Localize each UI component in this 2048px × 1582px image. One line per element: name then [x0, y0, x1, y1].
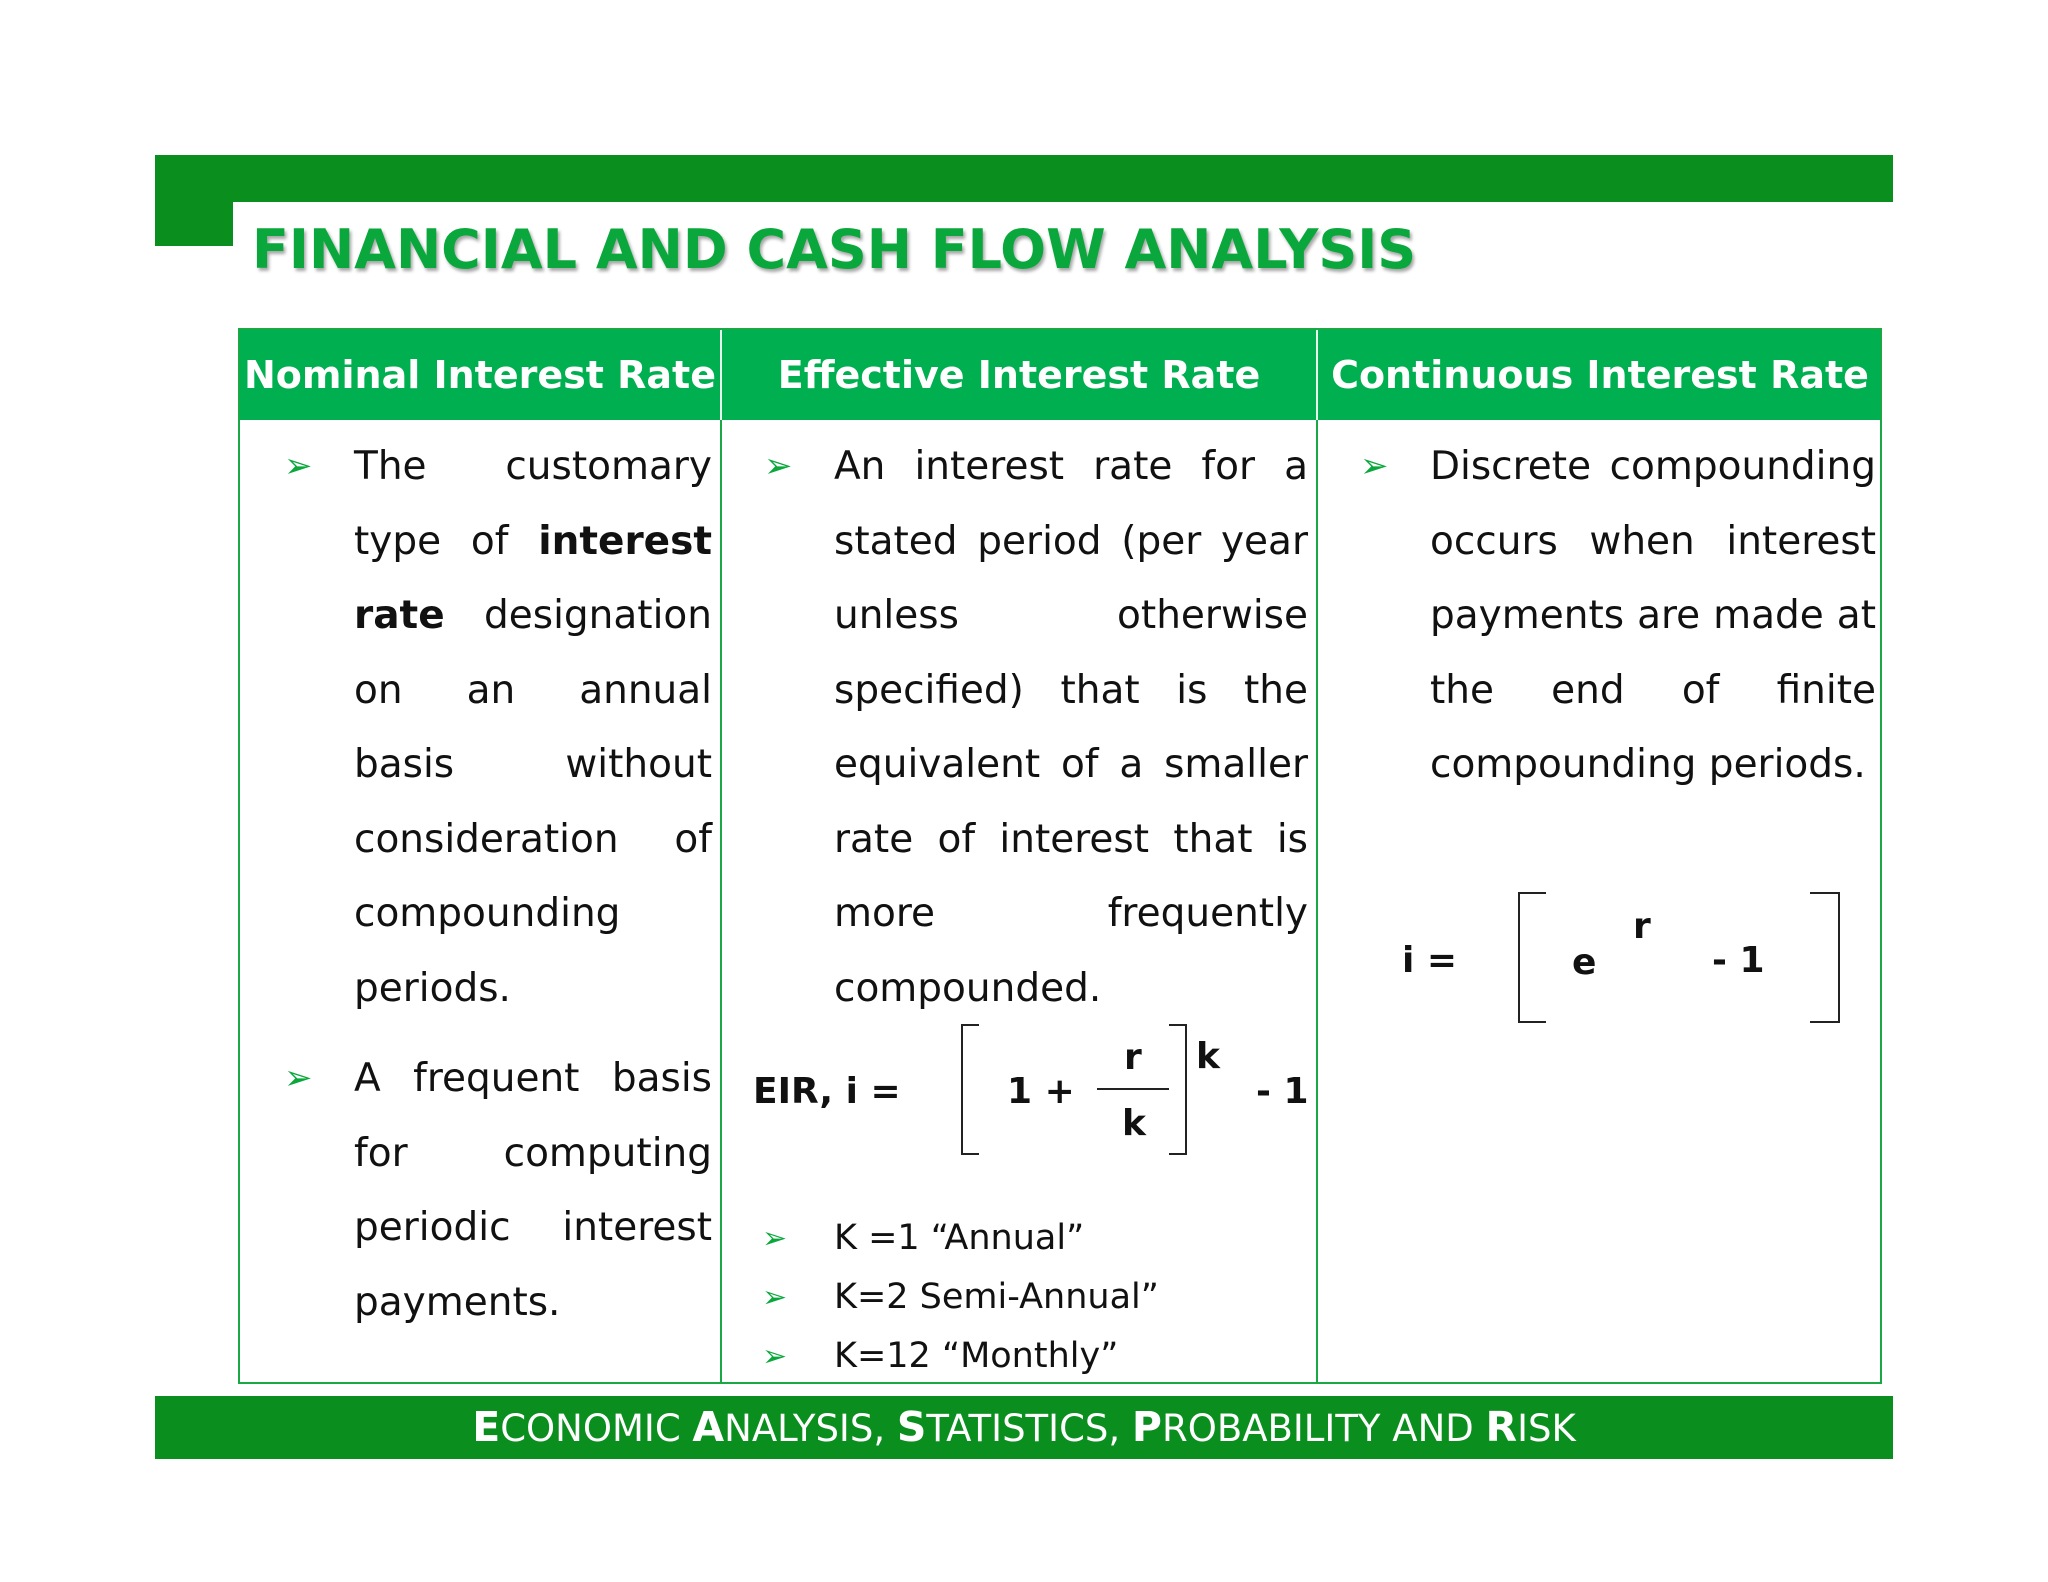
arrow-bullet-icon: ➢	[1360, 446, 1389, 486]
header-continuous: Continuous Interest Rate	[1331, 353, 1869, 397]
formula-exponent: r	[1633, 906, 1651, 947]
continuous-definition: Discrete compounding occurs when interest payments are made at the end of finite compounding periods.	[1430, 444, 1876, 787]
footer-cap: R	[1485, 1403, 1518, 1451]
nominal-bold-text: rate	[354, 593, 445, 638]
footer-banner	[155, 1396, 1893, 1459]
right-bracket	[1810, 892, 1840, 894]
arrow-bullet-icon: ➢	[762, 1221, 788, 1256]
arrow-bullet-icon: ➢	[762, 1339, 788, 1374]
left-bracket	[961, 1024, 963, 1155]
effective-definition: An interest rate for a stated period (per year unless otherwise specified) that is the equivalent of a smaller rate of interest that is more frequently compounded.	[834, 444, 1308, 1011]
nominal-bold-text: interest	[538, 518, 712, 564]
left-bracket	[961, 1024, 979, 1026]
arrow-bullet-icon: ➢	[284, 1058, 313, 1098]
k-item: K=2 Semi-Annual”	[834, 1277, 1159, 1317]
formula-exponent: k	[1196, 1036, 1220, 1077]
column-divider	[720, 330, 722, 1382]
arrow-bullet-icon: ➢	[284, 446, 313, 486]
formula-denominator: k	[1122, 1103, 1146, 1144]
footer-cap: S	[896, 1403, 927, 1451]
formula-lhs: EIR, i =	[753, 1071, 901, 1112]
nominal-definition	[354, 430, 712, 1026]
arrow-bullet-icon: ➢	[764, 446, 793, 486]
right-bracket	[1169, 1024, 1187, 1026]
arrow-bullet-icon: ➢	[762, 1280, 788, 1315]
nominal-text: designation on an annual basis without consideration of compounding periods.	[354, 593, 712, 1011]
footer-cap: E	[472, 1403, 501, 1451]
footer-cap: A	[692, 1403, 725, 1451]
header-effective: Effective Interest Rate	[777, 353, 1261, 397]
footer-text: CONOMIC	[500, 1407, 693, 1450]
page-title: FINANCIAL AND CASH FLOW ANALYSIS	[252, 218, 1417, 281]
formula-numerator: r	[1124, 1037, 1142, 1078]
footer-text: ROBABILITY AND	[1161, 1407, 1486, 1450]
formula-base: e	[1572, 942, 1597, 983]
formula-lhs: i =	[1402, 940, 1458, 981]
top-banner-tab	[155, 202, 233, 246]
right-bracket	[1838, 892, 1840, 1023]
k-item: K=12 “Monthly”	[834, 1336, 1119, 1376]
fraction-bar	[1097, 1088, 1169, 1090]
nominal-text: The customary type of	[354, 444, 712, 564]
header-nominal: Nominal Interest Rate	[244, 353, 716, 397]
left-bracket	[1518, 892, 1520, 1023]
right-bracket	[1810, 1021, 1840, 1023]
footer-text: TATISTICS,	[926, 1407, 1132, 1450]
footer-text: NALYSIS,	[724, 1407, 897, 1450]
right-bracket	[1169, 1153, 1187, 1155]
nominal-usage: A frequent basis for computing periodic interest payments.	[354, 1056, 712, 1325]
formula-minus-one: - 1	[1256, 1071, 1309, 1112]
column-divider	[1316, 330, 1318, 1382]
right-bracket	[1185, 1024, 1187, 1155]
top-banner	[155, 155, 1893, 202]
header-divider	[720, 330, 722, 420]
formula-minus-one: - 1	[1712, 940, 1765, 981]
formula-one-plus: 1 +	[1007, 1071, 1075, 1112]
footer-cap: P	[1131, 1403, 1162, 1451]
left-bracket	[961, 1153, 979, 1155]
footer-text: ISK	[1517, 1407, 1576, 1450]
header-divider	[1316, 330, 1318, 420]
k-item: K =1 “Annual”	[834, 1218, 1085, 1258]
left-bracket	[1518, 1021, 1546, 1023]
left-bracket	[1518, 892, 1546, 894]
